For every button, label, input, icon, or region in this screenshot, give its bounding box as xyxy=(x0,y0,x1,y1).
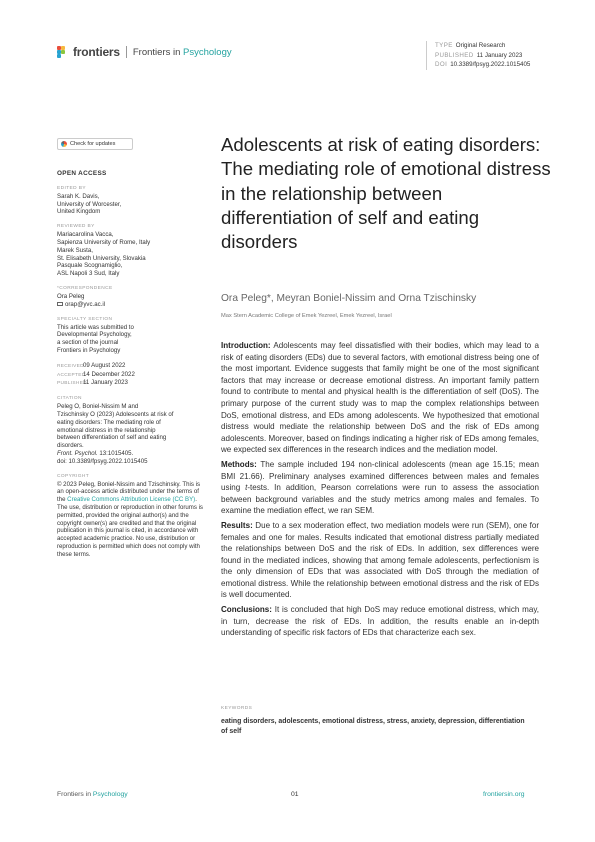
meta-doi[interactable]: DOI 10.3389/fpsyg.2022.1015405 xyxy=(435,61,531,69)
reviewer-line: ASL Napoli 3 Sud, Italy xyxy=(57,270,120,278)
edited-by-section xyxy=(57,185,207,216)
correspondence-label: *CORRESPONDENCE xyxy=(57,285,113,291)
correspondence-name: Ora Peleg xyxy=(57,292,85,300)
citation-journal-line: Front. Psychol. 13:1015405. xyxy=(57,449,134,457)
reviewer-line: Sapienza University of Rome, Italy xyxy=(57,238,151,246)
received-date: RECEIVED09 August 2022 xyxy=(57,361,126,369)
reviewed-by-label: REVIEWED BY xyxy=(57,224,95,230)
specialty-section xyxy=(57,316,207,355)
keywords: eating disorders, adolescents, emotional distress, stress, anxiety, depression, differentiation of self xyxy=(221,718,525,735)
check-for-updates-label: Check for updates xyxy=(70,141,116,147)
citation-line: eating disorders: The mediating role of xyxy=(57,418,161,426)
citation-line: disorders. xyxy=(57,442,84,450)
abstract xyxy=(221,340,539,642)
frontiers-logo-icon xyxy=(57,46,69,58)
citation-line: between differentiation of self and eating xyxy=(57,434,167,442)
sidebar-info xyxy=(57,170,207,565)
citation-section xyxy=(57,395,207,465)
frontiers-logo[interactable] xyxy=(57,44,232,60)
reviewer-line: St. Elisabeth University, Slovakia xyxy=(57,254,146,262)
journal-name: Frontiers in Psychology xyxy=(132,46,232,58)
copyright-label: COPYRIGHT xyxy=(57,473,90,479)
meta-published: PUBLISHED 11 January 2023 xyxy=(435,51,523,59)
footer-journal[interactable]: Frontiers in Psychology xyxy=(57,791,128,798)
citation-label: CITATION xyxy=(57,396,82,402)
article-title: Adolescents at risk of eating disorders: The mediating role of emotional distress in the relationship between differentiation of self and eating disorders xyxy=(221,134,551,253)
editor-line: Sarah K. Davis, xyxy=(57,192,100,200)
correspondence-section xyxy=(57,285,207,309)
abstract-methods: Methods: The sample included 194 non-clinical adolescents (mean age 15.15; mean BMI 21.66). Preliminary analyses examined differences between males and females using t-tests. In addition, Pearson correlations were run to assess the association between background variables and the study metrics among males and females. To examine the mediation effect, we ran SEM. xyxy=(221,459,539,516)
check-for-updates-button[interactable] xyxy=(57,138,133,150)
updates-icon xyxy=(61,141,67,147)
open-access-label: OPEN ACCESS xyxy=(57,170,107,177)
meta-type: TYPE Original Research xyxy=(435,42,506,49)
specialty-label: SPECIALTY SECTION xyxy=(57,316,113,322)
copyright-text: © 2023 Peleg, Boniel-Nissim and Tzischinsky. This is an open-access article distributed under the terms of the Creative Commons Attribution License (CC BY). The use, distribution or reproduction in other forums is permitted, provided the original author(s) and the copyright owner(s) are credited and that the original publication in this journal is cited, in accordance with accepted academic practice. No use, distribution or reproduction is permitted which does not comply with these terms. xyxy=(57,480,203,558)
envelope-icon xyxy=(57,302,63,306)
article-authors: Ora Peleg*, Meyran Boniel-Nissim and Orna Tzischinsky xyxy=(221,293,477,304)
keywords-label: KEYWORDS xyxy=(221,706,253,711)
page-number: 01 xyxy=(291,791,299,798)
logo-divider xyxy=(126,46,127,58)
specialty-line: Frontiers in Psychology xyxy=(57,346,121,354)
reviewed-by-section xyxy=(57,223,207,278)
reviewer-line: Marek Susta, xyxy=(57,246,93,254)
published-date: PUBLISHED11 January 2023 xyxy=(57,379,128,387)
article-affiliation: Max Stern Academic College of Emek Yezreel, Emek Yezreel, Israel xyxy=(221,313,392,319)
specialty-line: Developmental Psychology, xyxy=(57,331,132,339)
citation-line: Peleg O, Boniel-Nissim M and xyxy=(57,403,139,411)
article-meta xyxy=(426,41,585,70)
citation-doi[interactable]: doi: 10.3389/fpsyg.2022.1015405 xyxy=(57,457,148,465)
edited-by-label: EDITED BY xyxy=(57,185,86,191)
copyright-section xyxy=(57,473,207,559)
reviewer-line: Pasquale Scognamiglio, xyxy=(57,262,123,270)
specialty-line: a section of the journal xyxy=(57,339,119,347)
citation-line: emotional distress in the relationship xyxy=(57,426,156,434)
cc-license-link[interactable]: Creative Commons Attribution License (CC BY) xyxy=(67,496,196,504)
footer-site-link[interactable]: frontiersin.org xyxy=(483,791,525,798)
reviewer-line: Mariacarolina Vacca, xyxy=(57,231,114,239)
dates-section xyxy=(57,362,207,388)
accepted-date: ACCEPTED14 December 2022 xyxy=(57,370,135,378)
correspondence-email-link[interactable]: orap@yvc.ac.il xyxy=(57,301,207,309)
brand-name: frontiers xyxy=(73,45,120,59)
abstract-results: Results: Due to a sex moderation effect, two mediation models were run (SEM), one for females and one for males. Results indicated that emotional distress partially mediated the relationships between DoS and the risk of EDs. In addition, sex differences were found in the mediated indices, showing that among female adolescents, perfectionism is the only dimension of EDs that was associated with DoS through the mediation of emotional distress. While the relationship between emotional distress and the risk of EDs is well documented. xyxy=(221,520,539,600)
editor-line: United Kingdom xyxy=(57,208,101,216)
abstract-conclusions: Conclusions: It is concluded that high DoS may reduce emotional distress, which may, in turn, decrease the risk of EDs. In addition, the results enable an in-depth understanding of specific risk factors of EDs that characterize each sex. xyxy=(221,605,539,638)
citation-line: Tzischinsky O (2023) Adolescents at risk of xyxy=(57,410,174,418)
specialty-line: This article was submitted to xyxy=(57,323,134,331)
abstract-introduction: Introduction: Adolescents may feel dissatisfied with their bodies, which may lead to a risk of eating disorders (EDs) due to several factors, with emotional distress being one of the most important. Evidence suggests that family might be one of the most significant factors that may increase or decrease emotional distress. An important family pattern found to contribute to mental and physical health is the differentiation of self (DoS). The primary purpose of the current study was to map the complex relationships between DoS, emotional distress, and EDs among adolescents. We hypothesized that emotional distress would mediate the relationship between DoS and the risk of EDs among adolescents. Moreover, based on findings indicating a higher risk of EDs among females, we expected sex differences in the research indices and the mediation model. xyxy=(221,341,540,455)
editor-line: University of Worcester, xyxy=(57,200,122,208)
